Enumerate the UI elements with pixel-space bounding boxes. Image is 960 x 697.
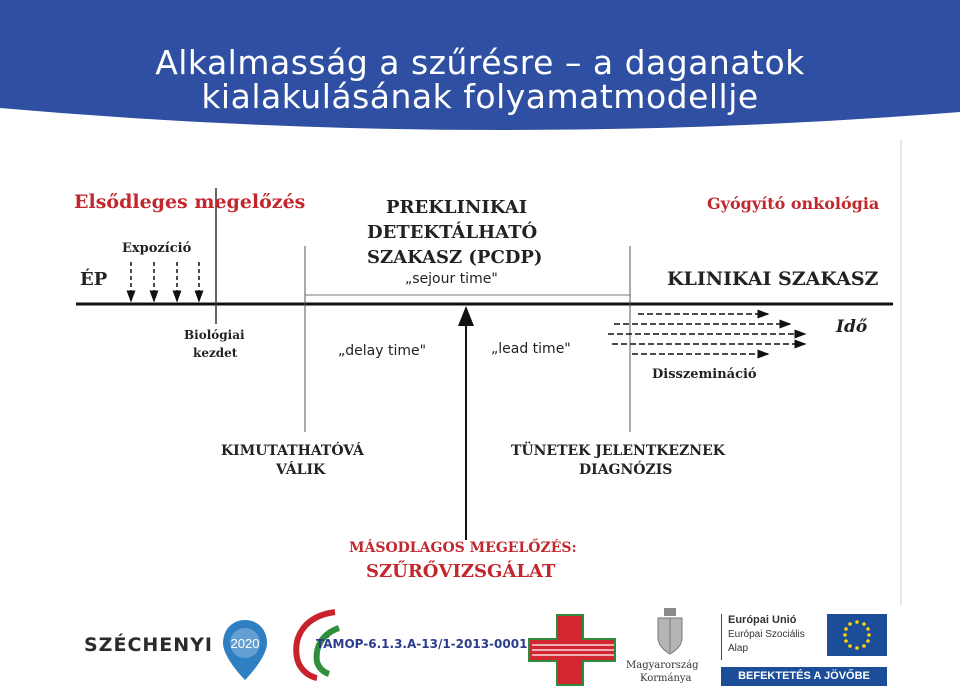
preclinical-label-line1: PREKLINIKAI <box>386 197 528 218</box>
curative-oncology-label: Gyógyító onkológia <box>707 194 880 213</box>
page-title-line2: kialakulásának folyamatmodellje <box>201 77 759 116</box>
preclinical-label-line2: DETEKTÁLHATÓ <box>367 222 538 243</box>
exposure-arrows <box>131 262 199 301</box>
symptoms-label-line1: TÜNETEK JELENTKEZNEK <box>511 443 725 459</box>
government-label-line2: Kormánya <box>640 673 692 684</box>
szechenyi-year: 2020 <box>230 636 260 651</box>
biological-start-label-line2: kezdet <box>193 346 238 360</box>
biological-start-label-line1: Biológiai <box>184 328 245 342</box>
lead-time-label: „lead time" <box>491 341 571 357</box>
health-cross-logo-icon <box>528 614 620 686</box>
eu-flag-icon <box>827 614 887 656</box>
delay-time-label: „delay time" <box>338 343 427 359</box>
sojourn-time-label: „sejour time" <box>405 271 498 287</box>
szechenyi-logo-text: SZÉCHENYI <box>84 634 213 656</box>
healthy-label: ÉP <box>80 269 108 290</box>
dissemination-arrows <box>608 314 805 354</box>
symptoms-label-line2: DIAGNÓZIS <box>579 462 673 478</box>
eu-line2: Európai Szociális <box>728 629 805 640</box>
page-title-line1: Alkalmasság a szűrésre – a daganatok <box>155 43 805 82</box>
dissemination-label: Disszemináció <box>652 367 757 382</box>
eu-line3: Alap <box>728 643 749 654</box>
hungarian-coat-of-arms-icon <box>655 606 685 656</box>
screening-label: SZŰRŐVIZSGÁLAT <box>366 561 556 582</box>
detectable-label-line1: KIMUTATHATÓVÁ <box>221 443 364 459</box>
eu-slogan-bar: BEFEKTETÉS A JÖVŐBE <box>721 667 887 686</box>
time-label: Idő <box>836 317 868 337</box>
tamop-code: TÁMOP-6.1.3.A-13/1-2013-0001 <box>316 637 528 651</box>
preclinical-label-line3: SZAKASZ (PCDP) <box>367 247 543 268</box>
secondary-prevention-label: MÁSODLAGOS MEGELŐZÉS: <box>349 540 577 556</box>
exposure-label: Expozíció <box>122 241 192 256</box>
primary-prevention-label: Elsődleges megelőzés <box>74 191 306 213</box>
detectable-label-line2: VÁLIK <box>276 462 326 478</box>
government-label-line1: Magyarország <box>626 660 699 671</box>
clinical-stage-label: KLINIKAI SZAKASZ <box>667 268 879 290</box>
eu-divider <box>721 614 722 660</box>
eu-line1: Európai Unió <box>728 614 797 626</box>
